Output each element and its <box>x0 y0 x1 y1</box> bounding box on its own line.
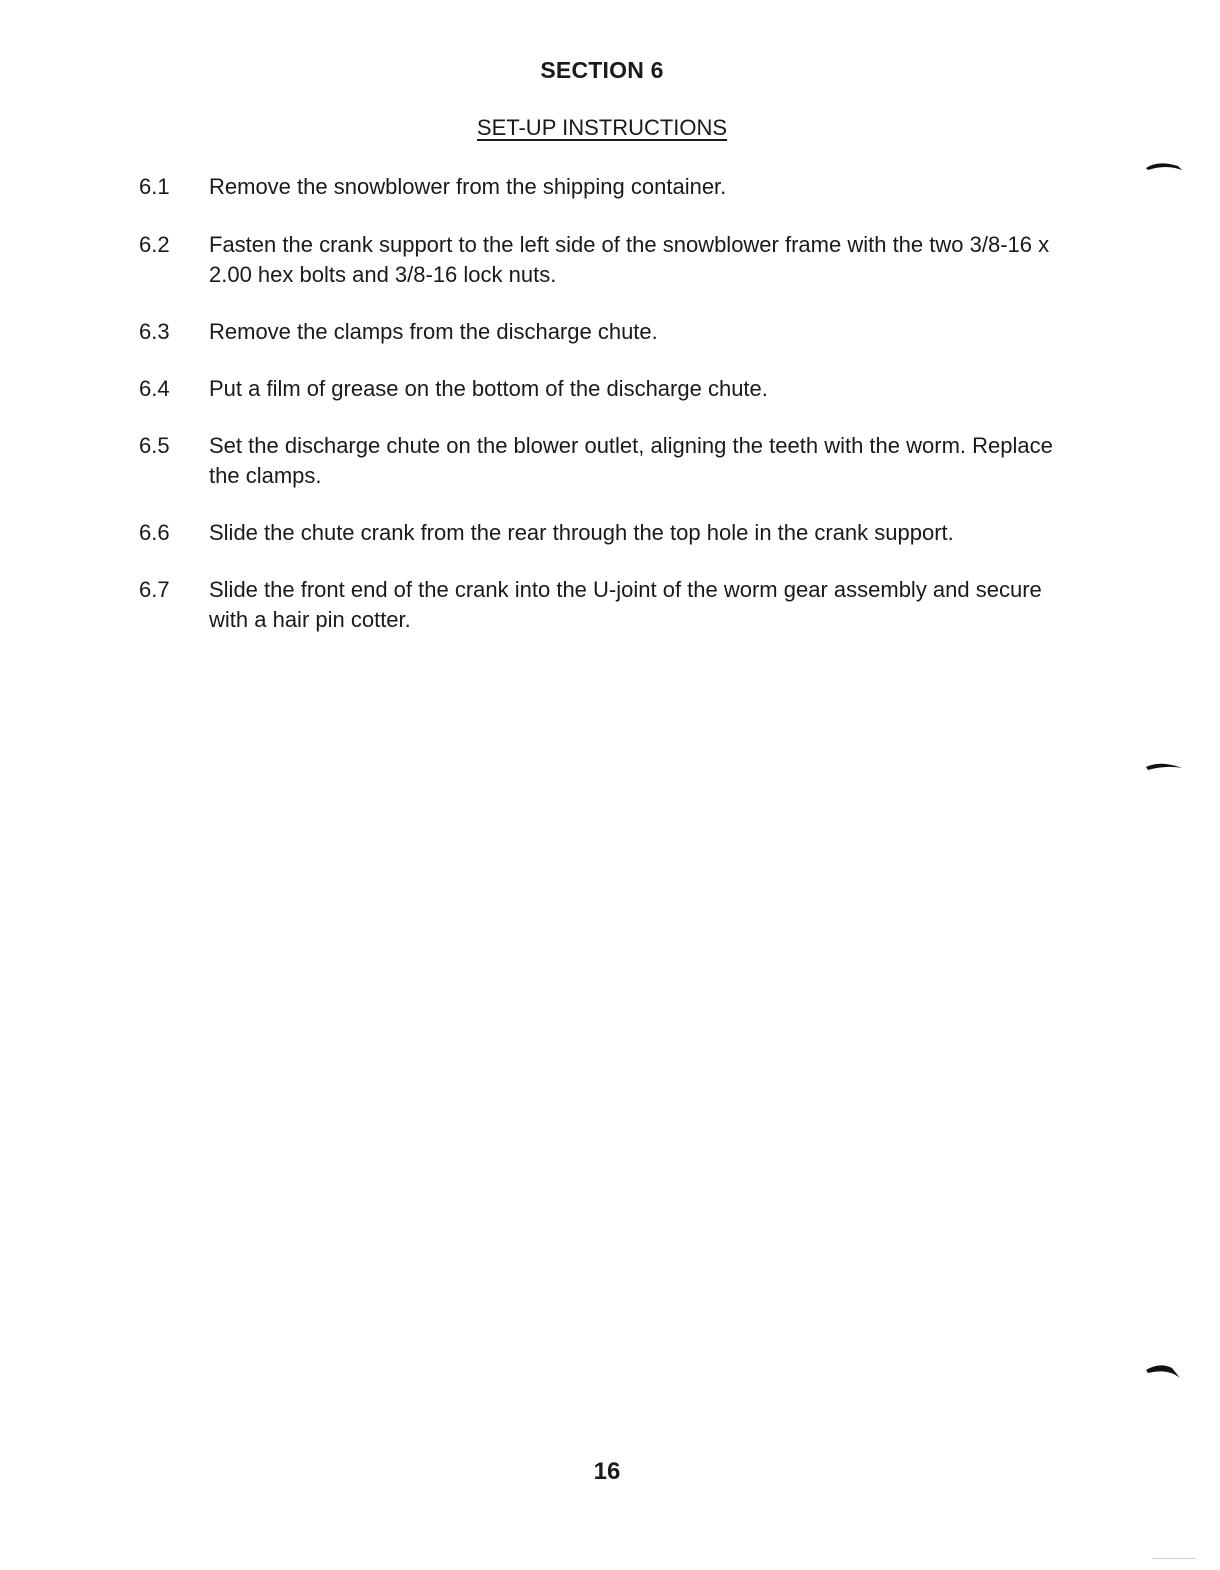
binder-hole-mark <box>1144 158 1184 174</box>
step-number: 6.1 <box>139 174 170 199</box>
step-item <box>139 317 1089 374</box>
step-text: Remove the clamps from the discharge chute. <box>209 319 658 344</box>
step-number: 6.4 <box>139 376 170 401</box>
step-text: Set the discharge chute on the blower outlet, aligning the teeth with the worm. Replace the clamps. <box>209 433 1053 488</box>
section-subtitle: SET-UP INSTRUCTIONS <box>476 115 728 140</box>
step-text: Fasten the crank support to the left side of the snowblower frame with the two 3/8-16 x 2.00 hex bolts and 3/8-16 lock nuts. <box>209 232 1050 287</box>
step-text: Remove the snowblower from the shipping container. <box>209 174 727 199</box>
step-item <box>139 230 1089 317</box>
step-number: 6.2 <box>139 232 170 257</box>
step-item <box>139 575 1089 635</box>
setup-steps-list <box>139 172 1089 635</box>
step-text: Put a film of grease on the bottom of the discharge chute. <box>209 376 768 401</box>
step-number: 6.7 <box>139 577 170 602</box>
section-title: SECTION 6 <box>540 57 664 83</box>
binder-hole-mark <box>1144 1360 1184 1382</box>
step-text: Slide the chute crank from the rear through the top hole in the crank support. <box>209 520 954 545</box>
step-number: 6.5 <box>139 433 170 458</box>
step-number: 6.6 <box>139 520 170 545</box>
step-number: 6.3 <box>139 319 170 344</box>
step-text: Slide the front end of the crank into the U-joint of the worm gear assembly and secure with a hair pin cotter. <box>209 577 1042 632</box>
step-item <box>139 431 1089 518</box>
step-item <box>139 172 1089 230</box>
step-item <box>139 374 1089 431</box>
binder-hole-mark <box>1144 758 1184 774</box>
step-item <box>139 518 1089 575</box>
scan-artifact <box>1152 1558 1196 1559</box>
page-number: 16 <box>593 1458 621 1485</box>
